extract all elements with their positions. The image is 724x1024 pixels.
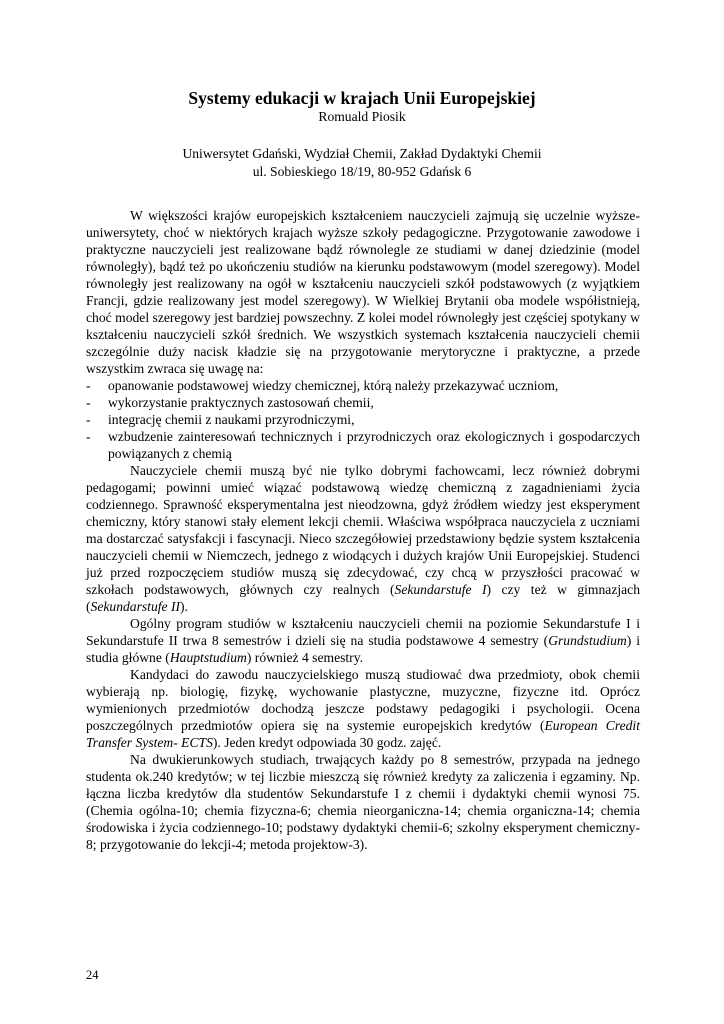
affiliation — [0, 145, 724, 181]
list-item: - integrację chemii z naukami przyrodniczymi, — [86, 412, 355, 427]
paragraph-2-italic-1: Sekundarstufe I — [394, 582, 487, 597]
bullet-list — [86, 377, 640, 462]
list-item: - wzbudzenie zainteresowań technicznych i przyrodniczych oraz ekologicznych i gospodarczych powiązanych z chemią — [86, 429, 640, 461]
paragraph-3-mid: ) i studia główne ( — [86, 633, 641, 665]
paragraph-1: W większości krajów europejskich kształceniem nauczycieli zajmują się uczelnie wyższe-uniwersytety, choć w niektórych krajach wyższe szkoły pedagogiczne. Przygotowanie zawodowe i praktyczne nauczycieli jest realizowane bądź równolegle ze studiami w danej dziedzinie (model równoległy), bądź też po ukończeniu studiów na kierunku podstawowym (model szeregowy). Model równoległy jest realizowany na ogół w kształceniu nauczycieli szkół podstawowych (z wyjątkiem Francji, gdzie realizowany jest model szeregowy). W Wielkiej Brytanii oba modele współistnieją, choć model szeregowy jest bardziej powszechny. Z kolei model równoległy jest częściej spotykany w kształceniu nauczycieli szkół średnich. We wszystkich systemach kształcenia nauczycieli chemii szczególnie duży nacisk kładzie się na przygotowanie merytoryczne i praktyczne, a przede wszystkim zwraca się uwagę na: — [86, 208, 640, 376]
article-body — [86, 207, 640, 853]
affiliation-line-1: Uniwersytet Gdański, Wydział Chemii, Zakład Dydaktyki Chemii — [182, 146, 542, 161]
paragraph-2 — [86, 462, 640, 615]
list-item-text: wzbudzenie zainteresowań technicznych i przyrodniczych oraz ekologicznych i gospodarczych powiązanych z chemią — [108, 429, 640, 461]
page-number: 24 — [86, 968, 99, 982]
list-item-text: opanowanie podstawowej wiedzy chemicznej, którą należy przekazywać uczniom, — [108, 378, 559, 393]
paragraph-3-italic-2: Hauptstudium — [169, 650, 247, 665]
paragraph-2-mid: ) czy też w gimnazjach ( — [86, 582, 640, 614]
paragraph-4-text: Kandydaci do zawodu nauczycielskiego muszą studiować dwa przedmioty, obok chemii wybierają np. biologię, fizykę, wychowanie plastyczne, muzyczne, fizyczne itd. Oprócz wymienionych przedmiotów dochodzą jeszcze podstawy pedagogiki i psychologii. Ocena poszczególnych przedmiotów opiera się na systemie europejskich kredytów ( — [86, 667, 640, 733]
affiliation-line-2: ul. Sobieskiego 18/19, 80-952 Gdańsk 6 — [252, 164, 472, 179]
paragraph-5: Na dwukierunkowych studiach, trwających każdy po 8 semestrów, przypada na jednego studenta ok.240 kredytów; w tej liczbie mieszczą się również kredyty za zaliczenia i egzaminy. Np. łączna liczba kredytów dla studentów Sekundarstufe I z chemii i dydaktyki chemii wynosi 75. (Chemia ogólna-10; chemia fizyczna-6; chemia nieorganiczna-14; chemia organiczna-14; chemia środowiska i życia codziennego-10; podstawy dydaktyki chemii-6; szkolny eksperyment chemiczny-8; przygotowanie do lekcji-4; metoda projektow-3). — [86, 752, 640, 852]
paragraph-3-end: ) również 4 semestry. — [246, 650, 364, 665]
list-item: - opanowanie podstawowej wiedzy chemicznej, którą należy przekazywać uczniom, — [86, 378, 559, 393]
paragraph-4-end: ). Jeden kredyt odpowiada 30 godz. zajęć. — [212, 735, 442, 750]
paragraph-3 — [86, 615, 640, 666]
paragraph-3-text: Ogólny program studiów w kształceniu nauczycieli chemii na poziomie Sekundarstufe I i Sekundarstufe II trwa 8 semestrów i dzieli się na studia podstawowe 4 semestry ( — [86, 616, 640, 648]
list-item-text: integrację chemii z naukami przyrodniczymi, — [108, 412, 355, 427]
paragraph-4 — [86, 666, 640, 751]
paragraph-2-italic-2: Sekundarstufe II — [90, 599, 180, 614]
list-item-text: wykorzystanie praktycznych zastosowań chemii, — [108, 395, 374, 410]
author-name: Romuald Piosik — [318, 109, 406, 124]
paragraph-2-end: ). — [180, 599, 188, 614]
document-title: Systemy edukacji w krajach Unii Europejskiej — [188, 88, 536, 108]
paragraph-2-text: Nauczyciele chemii muszą być nie tylko dobrymi fachowcami, lecz również dobrymi pedagogami; powinni umieć wiązać podstawową wiedzę chemiczną z zagadnieniami życia codziennego. Sprawność eksperymentalna jest nieodzowna, gdyż źródłem wiedzy jest eksperyment chemiczny, który stanowi stały element lekcji chemii. Właściwa współpraca nauczyciela z uczniami ma dostarczać satysfakcji i fascynacji. Nieco szczegółowiej przedstawiony będzie system kształcenia nauczycieli chemii w Niemczech, jednego z wiodących i dużych krajów Unii Europejskiej. Studenci już przed rozpoczęciem studiów muszą się zdecydować, czy chcą w przyszłości pracować w szkołach podstawowych, głównych czy realnych ( — [86, 463, 640, 597]
paragraph-3-italic-1: Grundstudium — [548, 633, 627, 648]
paragraph-4-italic-1: European Credit Transfer System- ECTS — [86, 718, 640, 750]
list-item: - wykorzystanie praktycznych zastosowań chemii, — [86, 395, 374, 410]
